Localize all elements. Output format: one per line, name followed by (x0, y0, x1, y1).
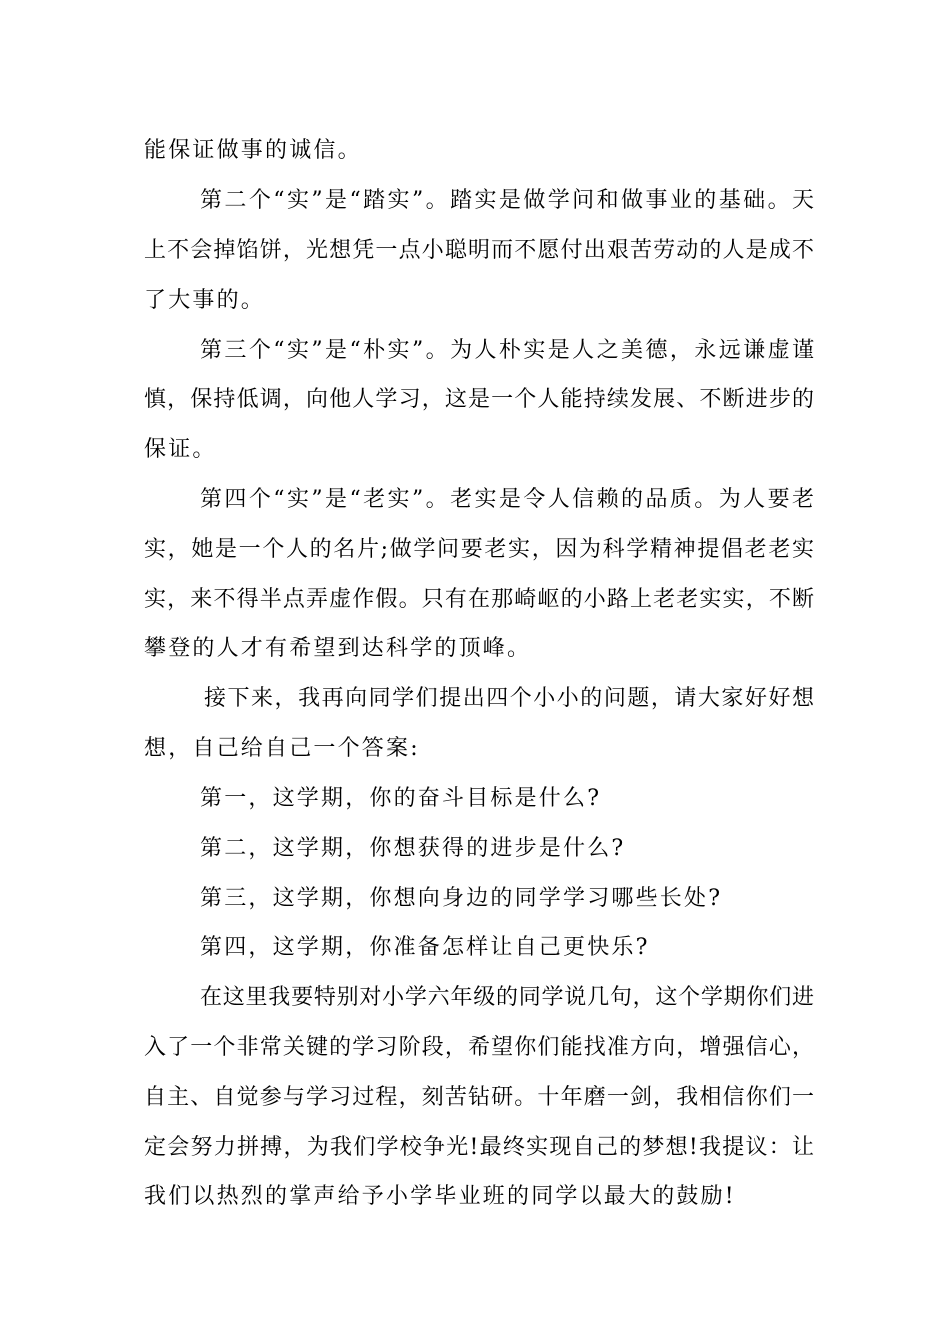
text-line: 接下来，我再向同学们提出四个小小的问题，请大家好好想 (204, 686, 814, 711)
text-line: 第三个“实”是“朴实”。为人朴实是人之美德，永远谦虚谨 (200, 338, 814, 363)
text-line: 实，她是一个人的名片;做学问要老实，因为科学精神提倡老老实 (144, 537, 814, 562)
text-line: 定会努力拼搏，为我们学校争光!最终实现自己的梦想!我提议：让 (144, 1135, 814, 1160)
text-line: 第四个“实”是“老实”。老实是令人信赖的品质。为人要老 (200, 487, 814, 512)
text-line: 第一，这学期，你的奋斗目标是什么? (200, 786, 602, 811)
text-line: 第二，这学期，你想获得的进步是什么? (200, 836, 626, 861)
text-line: 第二个“实”是“踏实”。踏实是做学问和做事业的基础。天 (200, 188, 814, 213)
text-line: 在这里我要特别对小学六年级的同学说几句，这个学期你们进 (200, 985, 814, 1010)
text-line: 攀登的人才有希望到达科学的顶峰。 (144, 636, 532, 661)
text-line: 入了一个非常关键的学习阶段，希望你们能找准方向，增强信心， (144, 1035, 814, 1060)
text-line: 上不会掉馅饼，光想凭一点小聪明而不愿付出艰苦劳动的人是成不 (144, 238, 814, 263)
text-line: 实，来不得半点弄虚作假。只有在那崎岖的小路上老老实实，不断 (144, 587, 814, 612)
text-line: 第四，这学期，你准备怎样让自己更快乐? (200, 935, 650, 960)
text-line: 了大事的。 (144, 288, 266, 313)
text-line: 保证。 (144, 437, 217, 462)
text-line: 第三，这学期，你想向身边的同学学习哪些长处? (200, 886, 723, 911)
text-line: 想，自己给自己一个答案: (144, 736, 420, 761)
text-line: 慎，保持低调，向他人学习，这是一个人能持续发展、不断进步的 (144, 387, 814, 412)
text-line: 自主、自觉参与学习过程，刻苦钻研。十年磨一剑，我相信你们一 (144, 1085, 814, 1110)
text-line: 能保证做事的诚信。 (144, 138, 362, 163)
text-line: 我们以热烈的掌声给予小学毕业班的同学以最大的鼓励! (144, 1184, 736, 1209)
